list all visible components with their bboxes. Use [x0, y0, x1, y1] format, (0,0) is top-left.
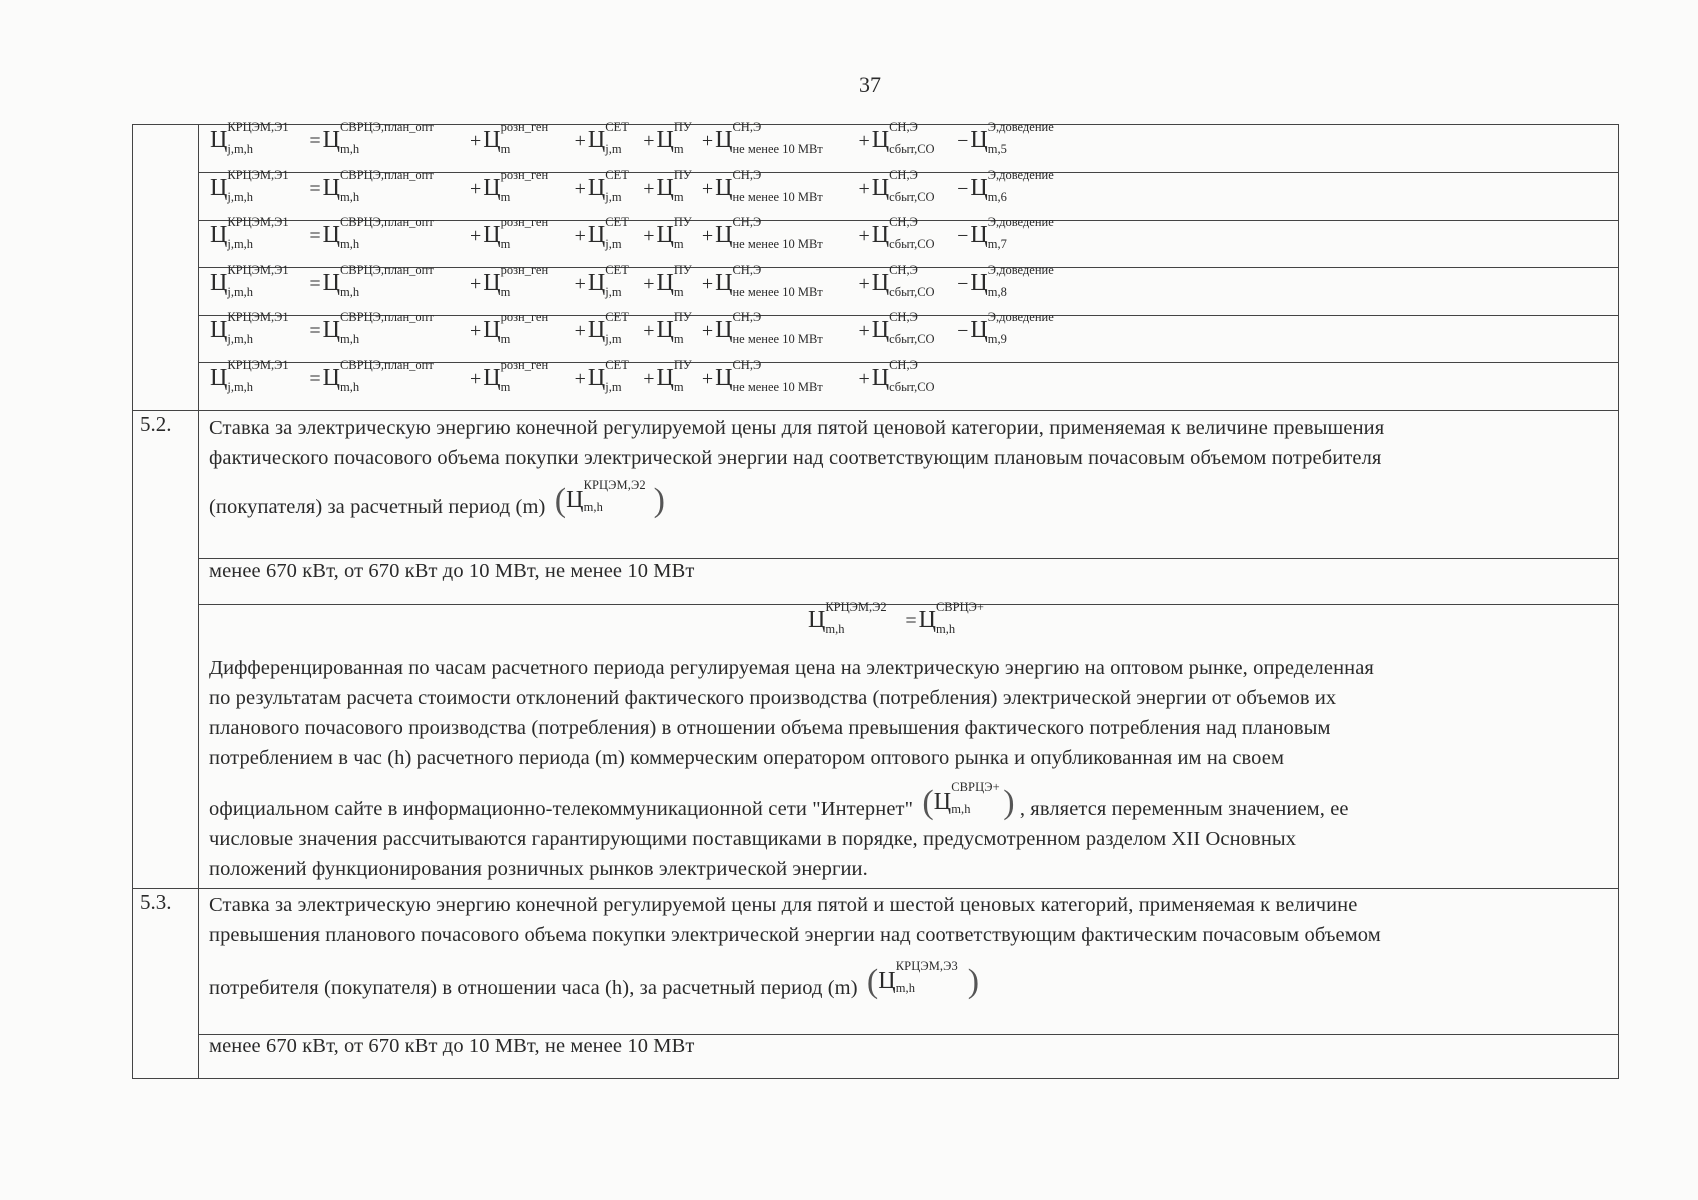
- formula-superscript: ПУ: [673, 168, 692, 182]
- row-divider: [198, 604, 1619, 605]
- formula-term: [322, 358, 434, 394]
- formula-subscript: m,h: [339, 237, 360, 251]
- formula-superscript: СН,Э: [732, 168, 762, 182]
- formula-term: [483, 168, 549, 204]
- formula-row: [210, 310, 1080, 361]
- formula-subscript: j,m: [605, 237, 622, 251]
- price-symbol: Ц: [871, 222, 890, 248]
- formula-superscript: КРЦЭМ,Э1: [227, 120, 289, 134]
- formula-superscript: ПУ: [673, 215, 692, 229]
- formula-superscript: СН,Э: [732, 310, 762, 324]
- formula-term: [871, 310, 935, 346]
- formula-term: [210, 358, 289, 394]
- price-symbol: Ц: [871, 175, 890, 201]
- formula-operator: =: [309, 178, 321, 200]
- page-number: 37: [859, 72, 881, 97]
- price-symbol: Ц: [483, 175, 501, 201]
- price-symbol: Ц: [210, 317, 228, 343]
- formula-term: [483, 120, 549, 156]
- formula-subscript: m,h: [339, 380, 360, 394]
- price-symbol: Ц: [322, 270, 340, 296]
- formula-term: [715, 310, 823, 346]
- formula-subscript: не менее 10 МВт: [732, 285, 823, 299]
- formula-operator: =: [309, 225, 321, 247]
- formula-term: [587, 168, 629, 204]
- price-symbol: Ц: [210, 175, 228, 201]
- formula-term: [656, 120, 692, 156]
- formula-subscript: j,m: [605, 332, 622, 346]
- formula-superscript: СЕТ: [605, 120, 629, 134]
- formula-subscript: сбыт,СО: [889, 237, 935, 251]
- formula-term: [970, 215, 1054, 251]
- formula-subscript: m,h: [825, 622, 845, 636]
- formula-superscript: СН,Э: [889, 215, 918, 229]
- formula-term: [871, 120, 935, 156]
- formula-term: [483, 358, 549, 394]
- formula-subscript: m: [673, 332, 684, 346]
- formula-superscript: СН,Э: [889, 120, 918, 134]
- formula-term: [322, 120, 434, 156]
- formula-superscript: СЕТ: [605, 168, 629, 182]
- formula-subscript: m,8: [987, 285, 1007, 299]
- desc-text: , является переменным значением, ее: [1019, 798, 1349, 820]
- price-symbol: Ц: [656, 222, 674, 248]
- formula-subscript: m,h: [951, 802, 971, 816]
- formula-subscript: m,6: [987, 190, 1007, 204]
- formula-term: [970, 263, 1054, 299]
- formula-term: [322, 263, 434, 299]
- formula-superscript: СЕТ: [605, 215, 629, 229]
- section-5-3-capacity: менее 670 кВт, от 670 кВт до 10 МВт, не менее 10 МВт: [209, 1035, 695, 1057]
- title-line: Ставка за электрическую энергию конечной регулируемой цены для пятой ценовой категории, применяемая к величине превышения: [209, 417, 1385, 439]
- price-symbol: Ц: [871, 365, 890, 391]
- formula-superscript: СН,Э: [732, 120, 762, 134]
- formula-superscript: СВРЦЭ,план_опт: [339, 215, 434, 229]
- formula-superscript: СВРЦЭ,план_опт: [339, 168, 434, 182]
- formula-operator: +: [701, 130, 714, 152]
- formula-operator: +: [858, 273, 870, 295]
- formula-operator: +: [858, 178, 870, 200]
- price-symbol: Ц: [878, 968, 896, 994]
- formula-row: [210, 215, 1080, 266]
- price-symbol: Ц: [656, 365, 674, 391]
- formula-superscript: СН,Э: [889, 168, 918, 182]
- price-symbol: Ц: [483, 365, 501, 391]
- section-divider: [132, 888, 1619, 889]
- formula-term: [210, 215, 289, 251]
- formula-operator: +: [574, 320, 586, 342]
- section-number-5-3: 5.3.: [140, 890, 172, 914]
- formula-superscript: розн_ген: [500, 263, 549, 277]
- formula-operator: +: [469, 368, 482, 390]
- formula-term: [871, 215, 935, 251]
- formula-term: [656, 263, 692, 299]
- price-symbol: Ц: [808, 607, 826, 633]
- inline-formula: (Ц СВРЦЭ+ m,h ): [922, 780, 1015, 821]
- formula-subscript: не менее 10 МВт: [732, 142, 823, 156]
- formula-superscript: розн_ген: [500, 215, 549, 229]
- price-symbol: Ц: [715, 127, 733, 153]
- price-symbol: Ц: [715, 175, 733, 201]
- formula-term: [483, 215, 549, 251]
- formula-term: [656, 310, 692, 346]
- title-line: превышения планового почасового объема покупки электрической энергии над соответствующим фактическим почасовым объемом: [209, 924, 1381, 946]
- formula-subscript: m,h: [935, 622, 956, 636]
- formula-subscript: j,m,h: [227, 380, 254, 394]
- formula-subscript: не менее 10 МВт: [732, 190, 823, 204]
- desc-line: [209, 780, 1609, 824]
- price-symbol: Ц: [483, 270, 501, 296]
- formula-subscript: сбыт,СО: [889, 332, 935, 346]
- formula-operator: +: [701, 368, 714, 390]
- formula-row: [210, 168, 1080, 219]
- desc-text: официальном сайте в информационно-телекоммуникационной сети "Интернет": [209, 798, 914, 820]
- formula-term: [871, 168, 935, 204]
- formula-subscript: не менее 10 МВт: [732, 237, 823, 251]
- formula-operator: +: [701, 225, 714, 247]
- section-5-3-title: [209, 890, 1609, 1003]
- formula-subscript: сбыт,СО: [889, 190, 935, 204]
- formula-superscript: СВРЦЭ+: [935, 600, 984, 614]
- formula-operator: =: [309, 368, 321, 390]
- formula-superscript: КРЦЭМ,Э1: [227, 168, 289, 182]
- formula-superscript: КРЦЭМ,Э1: [227, 310, 289, 324]
- formula-operator: +: [574, 130, 586, 152]
- formula-superscript: СЕТ: [605, 358, 629, 372]
- desc-line: по результатам расчета стоимости отклонений фактического производства (потребления) электрической энергии от объемов их: [209, 687, 1337, 709]
- formula-subscript: m,h: [339, 190, 360, 204]
- section-5-2-formula: Ц КРЦЭМ,Э2 m,h =Ц СВРЦЭ+ m,h: [808, 600, 984, 636]
- formula-term: [715, 263, 823, 299]
- price-symbol: Ц: [656, 127, 674, 153]
- formula-operator: +: [858, 368, 870, 390]
- formula-subscript: m: [500, 332, 511, 346]
- formula-superscript: СВРЦЭ,план_опт: [339, 263, 434, 277]
- formula-term: [322, 215, 434, 251]
- price-symbol: Ц: [322, 175, 340, 201]
- formula-term: [483, 263, 549, 299]
- formula-term: [210, 120, 289, 156]
- formula-superscript: розн_ген: [500, 358, 549, 372]
- price-symbol: Ц: [970, 270, 988, 296]
- formula-superscript: розн_ген: [500, 120, 549, 134]
- price-symbol: Ц: [322, 127, 340, 153]
- formula-operator: +: [858, 130, 870, 152]
- formula-subscript: m: [673, 380, 684, 394]
- formula-superscript: СВРЦЭ+: [951, 780, 1000, 794]
- formula-subscript: j,m: [605, 142, 622, 156]
- formula-operator: +: [574, 225, 586, 247]
- formula-superscript: КРЦЭМ,Э1: [227, 263, 289, 277]
- formula-subscript: j,m,h: [227, 285, 254, 299]
- desc-line: числовые значения рассчитываются гарантирующими поставщиками в порядке, предусмотренном разделом XII Основных: [209, 828, 1297, 850]
- formula-subscript: m: [673, 190, 684, 204]
- formula-operator: −: [957, 178, 969, 200]
- price-symbol: Ц: [587, 317, 606, 343]
- price-symbol: Ц: [656, 317, 674, 343]
- formula-superscript: ПУ: [673, 263, 692, 277]
- formula-subscript: m: [673, 237, 684, 251]
- price-symbol: Ц: [970, 175, 988, 201]
- formula-operator: +: [643, 225, 655, 247]
- title-line: фактического почасового объема покупки электрической энергии над соответствующим плановым почасовым объемом потребителя: [209, 447, 1382, 469]
- formula-operator: +: [469, 178, 482, 200]
- formula-term: [656, 358, 692, 394]
- formula-operator: +: [643, 368, 655, 390]
- price-symbol: Ц: [918, 607, 936, 633]
- formula-superscript: ПУ: [673, 310, 692, 324]
- price-symbol: Ц: [322, 317, 340, 343]
- price-symbol: Ц: [970, 317, 988, 343]
- price-symbol: Ц: [871, 127, 890, 153]
- formula-subscript: j,m,h: [227, 190, 254, 204]
- price-symbol: Ц: [210, 270, 228, 296]
- formula-subscript: j,m,h: [227, 237, 254, 251]
- formula-subscript: сбыт,СО: [889, 142, 935, 156]
- formula-subscript: m,h: [583, 500, 603, 514]
- formula-superscript: СН,Э: [889, 310, 918, 324]
- formula-subscript: m,9: [987, 332, 1007, 346]
- formula-row: [210, 358, 955, 409]
- formula-superscript: СН,Э: [732, 263, 762, 277]
- formula-superscript: СН,Э: [732, 358, 762, 372]
- formula-superscript: ПУ: [673, 358, 692, 372]
- formula-superscript: СВРЦЭ,план_опт: [339, 310, 434, 324]
- formula-subscript: j,m,h: [227, 332, 254, 346]
- title-text: (покупателя) за расчетный период (m): [209, 496, 546, 518]
- formula-superscript: Э,доведение: [987, 215, 1054, 229]
- formula-superscript: ПУ: [673, 120, 692, 134]
- price-symbol: Ц: [210, 127, 228, 153]
- formula-superscript: Э,доведение: [987, 120, 1054, 134]
- formula-operator: +: [643, 130, 655, 152]
- formula-row: [210, 120, 1080, 171]
- formula-operator: =: [309, 130, 321, 152]
- formula-term: [970, 168, 1054, 204]
- formula-operator: −: [957, 130, 969, 152]
- formula-operator: =: [309, 320, 321, 342]
- price-symbol: Ц: [871, 317, 890, 343]
- formula-subscript: m: [500, 380, 511, 394]
- price-symbol: Ц: [587, 175, 606, 201]
- price-symbol: Ц: [322, 222, 340, 248]
- formula-term: [587, 215, 629, 251]
- price-symbol: Ц: [715, 317, 733, 343]
- price-symbol: Ц: [871, 270, 890, 296]
- inline-formula: (Ц КРЦЭМ,Э3 m,h ): [866, 959, 980, 1000]
- formula-superscript: СН,Э: [889, 263, 918, 277]
- price-symbol: Ц: [970, 222, 988, 248]
- formula-operator: +: [469, 225, 482, 247]
- price-symbol: Ц: [483, 222, 501, 248]
- formula-subscript: m,7: [987, 237, 1007, 251]
- formula-superscript: Э,доведение: [987, 168, 1054, 182]
- formula-operator: +: [469, 273, 482, 295]
- formula-operator: =: [309, 273, 321, 295]
- formula-term: [210, 310, 289, 346]
- formula-operator: +: [643, 273, 655, 295]
- formula-operator: +: [469, 320, 482, 342]
- price-symbol: Ц: [715, 222, 733, 248]
- formula-term: [871, 358, 935, 394]
- formula-subscript: m: [673, 285, 684, 299]
- formula-subscript: j,m: [605, 380, 622, 394]
- section-number-5-2: 5.2.: [140, 412, 172, 436]
- formula-subscript: m,h: [339, 285, 360, 299]
- formula-superscript: КРЦЭМ,Э1: [227, 358, 289, 372]
- formula-superscript: СЕТ: [605, 310, 629, 324]
- title-text: потребителя (покупателя) в отношении часа (h), за расчетный период (m): [209, 977, 858, 999]
- formula-subscript: сбыт,СО: [889, 380, 935, 394]
- formula-term: [715, 168, 823, 204]
- price-symbol: Ц: [322, 365, 340, 391]
- formula-term: [210, 168, 289, 204]
- formula-superscript: КРЦЭМ,Э1: [227, 215, 289, 229]
- formula-subscript: не менее 10 МВт: [732, 332, 823, 346]
- formula-subscript: m,h: [339, 332, 360, 346]
- formula-subscript: m,5: [987, 142, 1007, 156]
- formula-term: [587, 310, 629, 346]
- inline-formula: (Ц КРЦЭМ,Э2 m,h ): [554, 478, 665, 519]
- formula-operator: +: [701, 273, 714, 295]
- formula-operator: +: [643, 178, 655, 200]
- price-symbol: Ц: [483, 127, 501, 153]
- section-5-2-title: [209, 413, 1609, 522]
- price-symbol: Ц: [587, 127, 606, 153]
- formula-term: [970, 310, 1054, 346]
- formula-term: [210, 263, 289, 299]
- price-symbol: Ц: [587, 270, 606, 296]
- formula-subscript: m: [673, 142, 684, 156]
- formula-operator: +: [469, 130, 482, 152]
- formula-term: [656, 215, 692, 251]
- price-symbol: Ц: [587, 365, 606, 391]
- price-symbol: Ц: [210, 365, 228, 391]
- formula-operator: +: [574, 273, 586, 295]
- formula-term: [656, 168, 692, 204]
- formula-subscript: m: [500, 285, 511, 299]
- formula-subscript: сбыт,СО: [889, 285, 935, 299]
- formula-term: [483, 310, 549, 346]
- formula-operator: +: [858, 225, 870, 247]
- formula-term: [715, 358, 823, 394]
- section-5-2-capacity: менее 670 кВт, от 670 кВт до 10 МВт, не менее 10 МВт: [209, 560, 695, 582]
- formula-term: [587, 120, 629, 156]
- formula-term: [715, 215, 823, 251]
- formula-superscript: СН,Э: [889, 358, 918, 372]
- formula-subscript: j,m: [605, 190, 622, 204]
- desc-line: потреблением в час (h) расчетного периода (m) коммерческим оператором оптового рынка и опубликованная им на своем: [209, 747, 1285, 769]
- desc-line: Дифференцированная по часам расчетного периода регулируемая цена на электрическую энергию на оптовом рынке, определенная: [209, 657, 1374, 679]
- formula-term: [871, 263, 935, 299]
- formula-superscript: СВРЦЭ,план_опт: [339, 358, 434, 372]
- formula-operator: +: [858, 320, 870, 342]
- price-symbol: Ц: [566, 487, 584, 513]
- formula-subscript: j,m,h: [227, 142, 254, 156]
- formula-term: [322, 168, 434, 204]
- title-line: Ставка за электрическую энергию конечной регулируемой цены для пятой и шестой ценовых категорий, применяемая к величине: [209, 894, 1358, 916]
- formula-superscript: Э,доведение: [987, 263, 1054, 277]
- price-symbol: Ц: [656, 175, 674, 201]
- formula-operator: +: [574, 178, 586, 200]
- price-symbol: Ц: [970, 127, 988, 153]
- formula-term: [970, 120, 1054, 156]
- title-line: [209, 478, 1609, 522]
- formula-superscript: КРЦЭМ,Э2: [583, 478, 646, 492]
- section-5-2-description: [209, 653, 1609, 884]
- price-symbol: Ц: [715, 365, 733, 391]
- formula-subscript: m: [500, 237, 511, 251]
- formula-superscript: СН,Э: [732, 215, 762, 229]
- formula-term: [715, 120, 823, 156]
- price-symbol: Ц: [587, 222, 606, 248]
- formula-operator: +: [643, 320, 655, 342]
- formula-row: [210, 263, 1080, 314]
- formula-superscript: СВРЦЭ,план_опт: [339, 120, 434, 134]
- title-line: [209, 959, 1609, 1003]
- price-symbol: Ц: [933, 789, 952, 815]
- formula-operator: −: [957, 320, 969, 342]
- formula-superscript: КРЦЭМ,Э3: [895, 959, 958, 973]
- formula-superscript: розн_ген: [500, 310, 549, 324]
- price-symbol: Ц: [210, 222, 228, 248]
- desc-line: планового почасового производства (потребления) в отношении объема превышения фактического потребления над плановым: [209, 717, 1331, 739]
- formula-operator: +: [701, 320, 714, 342]
- formula-subscript: m: [500, 142, 511, 156]
- price-symbol: Ц: [656, 270, 674, 296]
- formula-subscript: m,h: [339, 142, 360, 156]
- price-symbol: Ц: [715, 270, 733, 296]
- formula-operator: −: [957, 273, 969, 295]
- formula-superscript: розн_ген: [500, 168, 549, 182]
- formula-term: [587, 358, 629, 394]
- formula-subscript: не менее 10 МВт: [732, 380, 823, 394]
- formula-superscript: Э,доведение: [987, 310, 1054, 324]
- desc-line: положений функционирования розничных рынков электрической энергии.: [209, 858, 868, 880]
- formula-superscript: КРЦЭМ,Э2: [825, 600, 887, 614]
- section-divider: [132, 410, 1619, 411]
- formula-operator: −: [957, 225, 969, 247]
- formula-subscript: j,m: [605, 285, 622, 299]
- price-symbol: Ц: [483, 317, 501, 343]
- formula-subscript: m: [500, 190, 511, 204]
- formula-operator: +: [574, 368, 586, 390]
- formula-subscript: m,h: [895, 981, 916, 995]
- formula-operator: +: [701, 178, 714, 200]
- formula-superscript: СЕТ: [605, 263, 629, 277]
- formula-term: [587, 263, 629, 299]
- formula-term: [322, 310, 434, 346]
